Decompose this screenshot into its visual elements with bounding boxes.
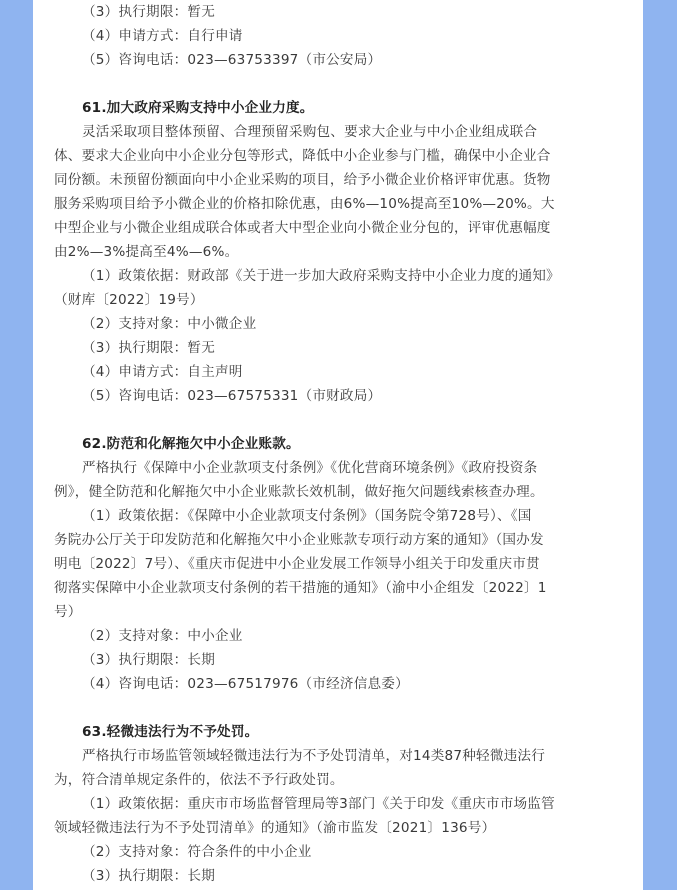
list-item: （3）执行期限：暂无 [82,340,215,356]
list-item: （5）咨询电话：023—67575331（市财政局） [82,388,382,404]
paragraph-line: 严格执行《保障中小企业款项支付条例》《优化营商环境条例》《政府投资条 [82,460,538,476]
document-page [33,0,643,890]
paragraph-line: 由2%—3%提高至4%—6%。 [54,244,239,260]
list-item: （财库〔2022〕19号） [54,292,204,308]
section-heading: 62.防范和化解拖欠中小企业账款。 [82,436,300,452]
list-item: （2）支持对象：符合条件的中小企业 [82,844,312,860]
list-item: （4）申请方式：自主声明 [82,364,243,380]
paragraph-line: 为，符合清单规定条件的，依法不予行政处罚。 [54,772,344,788]
list-item: （3）执行期限：长期 [82,652,215,668]
list-item: （4）咨询电话：023—67517976（市经济信息委） [82,676,409,692]
list-item: （1）政策依据：《保障中小企业款项支付条例》（国务院令第728号）、《国 [82,508,532,524]
paragraph-line: 严格执行市场监管领域轻微违法行为不予处罚清单，对14类87种轻微违法行 [82,748,545,764]
list-item: （3）执行期限：长期 [82,868,215,884]
list-item: （3）执行期限：暂无 [82,4,215,20]
list-item: （1）政策依据：财政部《关于进一步加大政府采购支持中小企业力度的通知》 [82,268,560,284]
list-item: （2）支持对象：中小微企业 [82,316,257,332]
list-item: 彻落实保障中小企业款项支付条例的若干措施的通知》（渝中小企组发〔2022〕1 [54,580,547,596]
list-item: （2）支持对象：中小企业 [82,628,243,644]
paragraph-line: 灵活采取项目整体预留、合理预留采购包、要求大企业与中小企业组成联合 [82,124,538,140]
paragraph-line: 服务采购项目给予小微企业的价格扣除优惠，由6%—10%提高至10%—20%。大 [54,196,555,212]
paragraph-line: 体、要求大企业向中小企业分包等形式，降低中小企业参与门槛，确保中小企业合 [54,148,551,164]
list-item: （4）申请方式：自行申请 [82,28,243,44]
list-item: 号） [54,604,82,620]
list-item: 明电〔2022〕7号）、《重庆市促进中小企业发展工作领导小组关于印发重庆市贯 [54,556,540,572]
list-item: 领域轻微违法行为不予处罚清单》的通知》（渝市监发〔2021〕136号） [54,820,496,836]
list-item: （1）政策依据：重庆市市场监督管理局等3部门《关于印发《重庆市市场监管 [82,796,555,812]
paragraph-line: 中型企业与小微企业组成联合体或者大中型企业向小微企业分包的，评审优惠幅度 [54,220,551,236]
section-heading: 63.轻微违法行为不予处罚。 [82,724,259,740]
list-item: （5）咨询电话：023—63753397（市公安局） [82,52,382,68]
list-item: 务院办公厅关于印发防范和化解拖欠中小企业账款专项行动方案的通知》（国办发 [54,532,544,548]
paragraph-line: 同份额。未预留份额面向中小企业采购的项目，给予小微企业价格评审优惠。货物 [54,172,551,188]
section-heading: 61.加大政府采购支持中小企业力度。 [82,100,314,116]
paragraph-line: 例》，健全防范和化解拖欠中小企业账款长效机制，做好拖欠问题线索核查办理。 [54,484,544,500]
